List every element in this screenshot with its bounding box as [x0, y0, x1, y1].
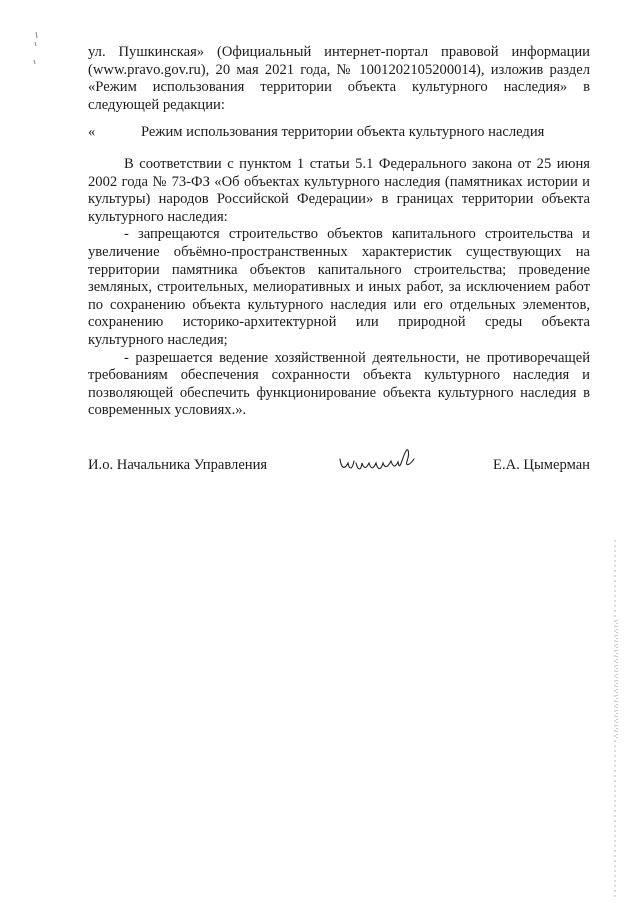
- main-paragraph: В соответствии с пунктом 1 статьи 5.1 Федерального закона от 25 июня 2002 года № 73-ФЗ «Об объектах культурного наследия (памятниках истории и культуры) народов Российской Федерации» в границах территории объекта культурного наследия:: [88, 156, 590, 225]
- allowed-item: - разрешается ведение хозяйственной деятельности, не противоречащей требованиям обеспечения сохранности объекта культурного наследия и позволяющей обеспечить функционирование объекта культурного наследия в современных условиях.».: [88, 349, 590, 419]
- prohibited-item: - запрещаются строительство объектов капитального строительства и увеличение объёмно-пространственных характеристик существующих на территории памятника объектов капитального строительства; проведение земляных, строительных, мелиоративных и иных работ, за исключением работ по сохранению объекта культурного наследия или его отдельных элементов, сохранению историко-архитектурной или природной среды объекта культурного наследия;: [88, 226, 590, 348]
- handwritten-signature: [336, 443, 426, 483]
- signer-name: Е.А. Цымерман: [493, 457, 590, 473]
- scan-artifact-top-left: [30, 30, 42, 70]
- continuation-paragraph: [88, 44, 590, 114]
- continuation-text: ул. Пушкинская» (Официальный интернет-портал правовой информации (www.pravo.gov.ru), 20 мая 2021 года, № 1001202105200014), изложив раздел «Режим использования территории объекта культурного наследия» в следующей редакции:: [88, 44, 590, 113]
- position-title: И.о. Начальника Управления: [88, 457, 268, 473]
- regime-body: [88, 156, 590, 420]
- signature-block: [88, 455, 590, 495]
- scan-artifact-right-edge: [612, 540, 620, 900]
- heading-title: Режим использования территории объекта культурного наследия: [141, 124, 545, 140]
- heading-opening-quote: «: [88, 124, 96, 140]
